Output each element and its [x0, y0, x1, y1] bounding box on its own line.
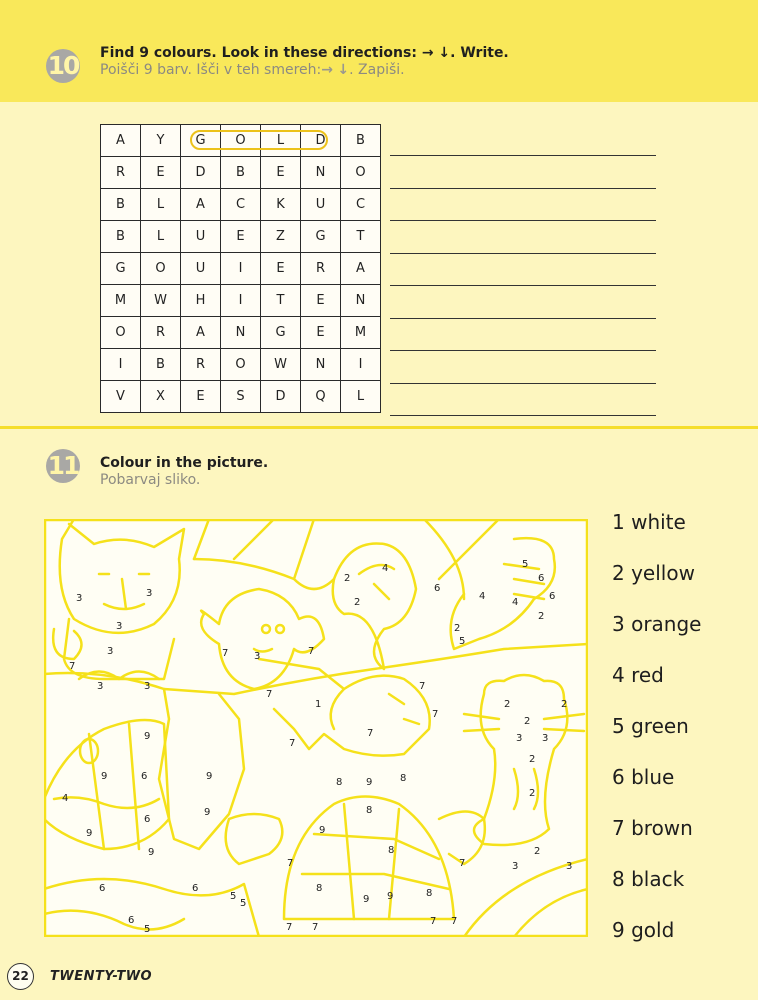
grid-cell[interactable]: E	[261, 157, 301, 189]
exercise-11-number: 11	[46, 449, 80, 483]
grid-cell[interactable]: G	[301, 221, 341, 253]
grid-cell[interactable]: W	[141, 285, 181, 317]
colour-key-name: yellow	[631, 561, 695, 585]
colour-key-item	[612, 916, 758, 967]
grid-cell[interactable]: G	[181, 125, 221, 157]
picture-number: 9	[204, 807, 211, 818]
arrow-right-icon-sl: →	[321, 62, 333, 78]
colour-key-item	[612, 610, 758, 661]
picture-number: 9	[86, 828, 93, 839]
grid-cell[interactable]: B	[101, 221, 141, 253]
picture-number: 7	[419, 681, 426, 692]
grid-cell[interactable]: T	[261, 285, 301, 317]
grid-cell[interactable]: E	[301, 317, 341, 349]
grid-cell[interactable]: I	[341, 349, 381, 381]
grid-cell[interactable]: R	[101, 157, 141, 189]
colour-key-number: 9	[612, 918, 625, 942]
grid-cell[interactable]: U	[181, 253, 221, 285]
colour-key-name: green	[631, 714, 689, 738]
answer-line[interactable]	[390, 220, 656, 221]
picture-number: 6	[141, 771, 148, 782]
picture-number: 9	[206, 771, 213, 782]
answer-line[interactable]	[390, 318, 656, 319]
grid-cell[interactable]: V	[101, 381, 141, 413]
grid-row	[101, 317, 381, 349]
picture-number: 3	[542, 733, 549, 744]
word-search-grid	[100, 124, 381, 413]
grid-row	[101, 157, 381, 189]
picture-number: 4	[512, 597, 519, 608]
grid-cell[interactable]: A	[341, 253, 381, 285]
grid-cell[interactable]: E	[261, 253, 301, 285]
grid-row	[101, 285, 381, 317]
grid-cell[interactable]: L	[141, 189, 181, 221]
grid-cell[interactable]: S	[221, 381, 261, 413]
grid-cell[interactable]: O	[101, 317, 141, 349]
arrow-right-icon: →	[421, 45, 434, 61]
colour-key-name: red	[631, 663, 664, 687]
picture-number: 4	[382, 563, 389, 574]
exercise-10-number: 10	[46, 49, 80, 83]
picture-number-labels	[62, 559, 572, 935]
picture-number: 2	[529, 788, 536, 799]
grid-row	[101, 189, 381, 221]
grid-row	[101, 253, 381, 285]
picture-number: 8	[336, 777, 343, 788]
picture-number: 3	[566, 861, 573, 872]
colour-key-number: 7	[612, 816, 625, 840]
picture-number: 2	[524, 716, 531, 727]
grid-cell[interactable]: G	[261, 317, 301, 349]
picture-number: 6	[549, 591, 556, 602]
picture-number: 7	[222, 648, 229, 659]
answer-line[interactable]	[390, 350, 656, 351]
picture-number: 1	[315, 699, 322, 710]
grid-cell[interactable]: I	[221, 285, 261, 317]
grid-cell[interactable]: O	[341, 157, 381, 189]
colour-key-number: 3	[612, 612, 625, 636]
colour-key-number: 1	[612, 510, 625, 534]
picture-number: 3	[107, 646, 114, 657]
picture-number: 7	[287, 858, 294, 869]
grid-cell[interactable]: B	[221, 157, 261, 189]
colour-key-item	[612, 814, 758, 865]
instruction-sl-text: Poišči 9 barv. Išči v teh smereh:	[100, 62, 322, 78]
arrow-down-icon: ↓	[438, 45, 451, 61]
picture-number: 9	[319, 825, 326, 836]
grid-cell[interactable]: Y	[141, 125, 181, 157]
grid-cell[interactable]: C	[341, 189, 381, 221]
grid-cell[interactable]: K	[261, 189, 301, 221]
colour-key-item	[612, 763, 758, 814]
section-divider	[0, 426, 758, 429]
grid-cell[interactable]: D	[181, 157, 221, 189]
grid-cell[interactable]: O	[141, 253, 181, 285]
grid-cell[interactable]: M	[341, 317, 381, 349]
colour-key-item	[612, 712, 758, 763]
picture-number: 8	[366, 805, 373, 816]
grid-cell[interactable]: A	[181, 189, 221, 221]
grid-cell[interactable]: E	[301, 285, 341, 317]
instruction-en-end: . Write.	[450, 45, 509, 61]
page-number: 22	[7, 963, 34, 990]
picture-number: 3	[116, 621, 123, 632]
colour-key-name: black	[631, 867, 685, 891]
gold-highlight	[190, 130, 328, 150]
instruction-slovene	[100, 62, 509, 79]
grid-row	[101, 381, 381, 413]
picture-number: 7	[451, 916, 458, 927]
grid-cell[interactable]: U	[181, 221, 221, 253]
picture-number: 6	[144, 814, 151, 825]
instruction-slovene-11: Pobarvaj sliko.	[100, 472, 201, 488]
picture-number: 6	[99, 883, 106, 894]
picture-number: 7	[289, 738, 296, 749]
picture-number: 2	[454, 623, 461, 634]
answer-line[interactable]	[390, 383, 656, 384]
picture-number: 5	[230, 891, 237, 902]
picture-number: 3	[144, 681, 151, 692]
grid-cell[interactable]: A	[181, 317, 221, 349]
picture-number: 8	[400, 773, 407, 784]
picture-number: 2	[538, 611, 545, 622]
picture-number: 3	[516, 733, 523, 744]
colour-key-item	[612, 559, 758, 610]
colour-key-number: 2	[612, 561, 625, 585]
picture-number: 9	[366, 777, 373, 788]
picture-number: 6	[538, 573, 545, 584]
colour-key-number: 6	[612, 765, 625, 789]
exercise-10-instructions	[100, 45, 509, 79]
picture-number: 7	[69, 661, 76, 672]
colour-key-number: 8	[612, 867, 625, 891]
grid-cell[interactable]: B	[341, 125, 381, 157]
picture-number: 7	[308, 646, 315, 657]
picture-number: 4	[62, 793, 69, 804]
page-number-word: TWENTY-TWO	[50, 969, 153, 984]
grid-cell[interactable]: Q	[301, 381, 341, 413]
grid-cell[interactable]: N	[301, 349, 341, 381]
picture-number: 4	[479, 591, 486, 602]
grid-cell[interactable]: R	[301, 253, 341, 285]
picture-number: 9	[387, 891, 394, 902]
picture-number: 9	[148, 847, 155, 858]
colour-key-name: gold	[631, 918, 675, 942]
grid-cell[interactable]: A	[101, 125, 141, 157]
picture-number: 5	[240, 898, 247, 909]
grid-cell[interactable]: B	[141, 349, 181, 381]
picture-number: 2	[354, 597, 361, 608]
grid-cell[interactable]: E	[141, 157, 181, 189]
picture-number: 2	[529, 754, 536, 765]
grid-cell[interactable]: L	[141, 221, 181, 253]
picture-number: 7	[312, 922, 319, 933]
instruction-en-text: Find 9 colours. Look in these directions:	[100, 45, 422, 61]
picture-number: 2	[504, 699, 511, 710]
grid-cell[interactable]: T	[341, 221, 381, 253]
grid-cell[interactable]: N	[301, 157, 341, 189]
picture-number: 7	[367, 728, 374, 739]
grid-cell[interactable]: R	[141, 317, 181, 349]
picture-number: 8	[426, 888, 433, 899]
colour-key-item	[612, 661, 758, 712]
picture-number: 7	[459, 858, 466, 869]
grid-cell[interactable]: Z	[261, 221, 301, 253]
colour-key-number: 4	[612, 663, 625, 687]
grid-cell[interactable]: X	[141, 381, 181, 413]
picture-number: 2	[344, 573, 351, 584]
grid-cell[interactable]: C	[221, 189, 261, 221]
colour-key-name: blue	[631, 765, 675, 789]
colour-key-item	[612, 865, 758, 916]
colour-key-name: brown	[631, 816, 693, 840]
grid-row	[101, 221, 381, 253]
picture-number: 3	[146, 588, 153, 599]
arrow-down-icon-sl: ↓	[337, 62, 350, 78]
grid-cell[interactable]: N	[341, 285, 381, 317]
grid-cell[interactable]: H	[181, 285, 221, 317]
picture-outlines	[44, 519, 588, 937]
picture-number: 7	[432, 709, 439, 720]
instruction-english-11: Colour in the picture.	[100, 455, 269, 471]
colour-key-number: 5	[612, 714, 625, 738]
grid-cell[interactable]: R	[181, 349, 221, 381]
picture-number: 5	[144, 924, 151, 935]
picture-number: 5	[459, 636, 466, 647]
picture-number: 2	[561, 699, 568, 710]
picture-number: 9	[144, 731, 151, 742]
grid-cell[interactable]: O	[221, 349, 261, 381]
colour-key-name: white	[631, 510, 686, 534]
picture-number: 7	[266, 689, 273, 700]
answer-line[interactable]	[390, 155, 656, 156]
picture-number: 8	[388, 845, 395, 856]
picture-number: 6	[128, 915, 135, 926]
grid-cell[interactable]: M	[101, 285, 141, 317]
answer-line[interactable]	[390, 188, 656, 189]
answer-line[interactable]	[390, 285, 656, 286]
grid-row	[101, 349, 381, 381]
grid-cell[interactable]: L	[341, 381, 381, 413]
grid-cell[interactable]: D	[261, 381, 301, 413]
exercise-11-instructions	[100, 455, 268, 489]
picture-number: 5	[522, 559, 529, 570]
colour-key-list	[612, 508, 758, 967]
answer-line[interactable]	[390, 253, 656, 254]
picture-number: 2	[534, 846, 541, 857]
picture-number: 3	[512, 861, 519, 872]
grid-cell[interactable]: N	[221, 317, 261, 349]
picture-number: 3	[76, 593, 83, 604]
picture-number: 3	[254, 651, 261, 662]
instruction-english	[100, 45, 509, 62]
picture-number: 6	[192, 883, 199, 894]
picture-number: 6	[434, 583, 441, 594]
picture-number: 3	[97, 681, 104, 692]
picture-number: 9	[101, 771, 108, 782]
colour-key-item	[612, 508, 758, 559]
grid-cell[interactable]: E	[181, 381, 221, 413]
grid-cell[interactable]: B	[101, 189, 141, 221]
grid-cell[interactable]: G	[101, 253, 141, 285]
picture-number: 7	[430, 916, 437, 927]
grid-cell[interactable]: L	[261, 125, 301, 157]
colour-by-number-picture	[44, 519, 588, 937]
picture-number: 8	[316, 883, 323, 894]
grid-cell[interactable]: D	[301, 125, 341, 157]
grid-cell[interactable]: U	[301, 189, 341, 221]
grid-cell[interactable]: I	[101, 349, 141, 381]
colour-key-name: orange	[631, 612, 702, 636]
grid-cell[interactable]: I	[221, 253, 261, 285]
picture-number: 7	[286, 922, 293, 933]
grid-cell[interactable]: W	[261, 349, 301, 381]
instruction-sl-end: . Zapiši.	[349, 62, 405, 78]
answer-line[interactable]	[390, 415, 656, 416]
grid-cell[interactable]: E	[221, 221, 261, 253]
picture-number: 9	[363, 894, 370, 905]
grid-cell[interactable]: O	[221, 125, 261, 157]
